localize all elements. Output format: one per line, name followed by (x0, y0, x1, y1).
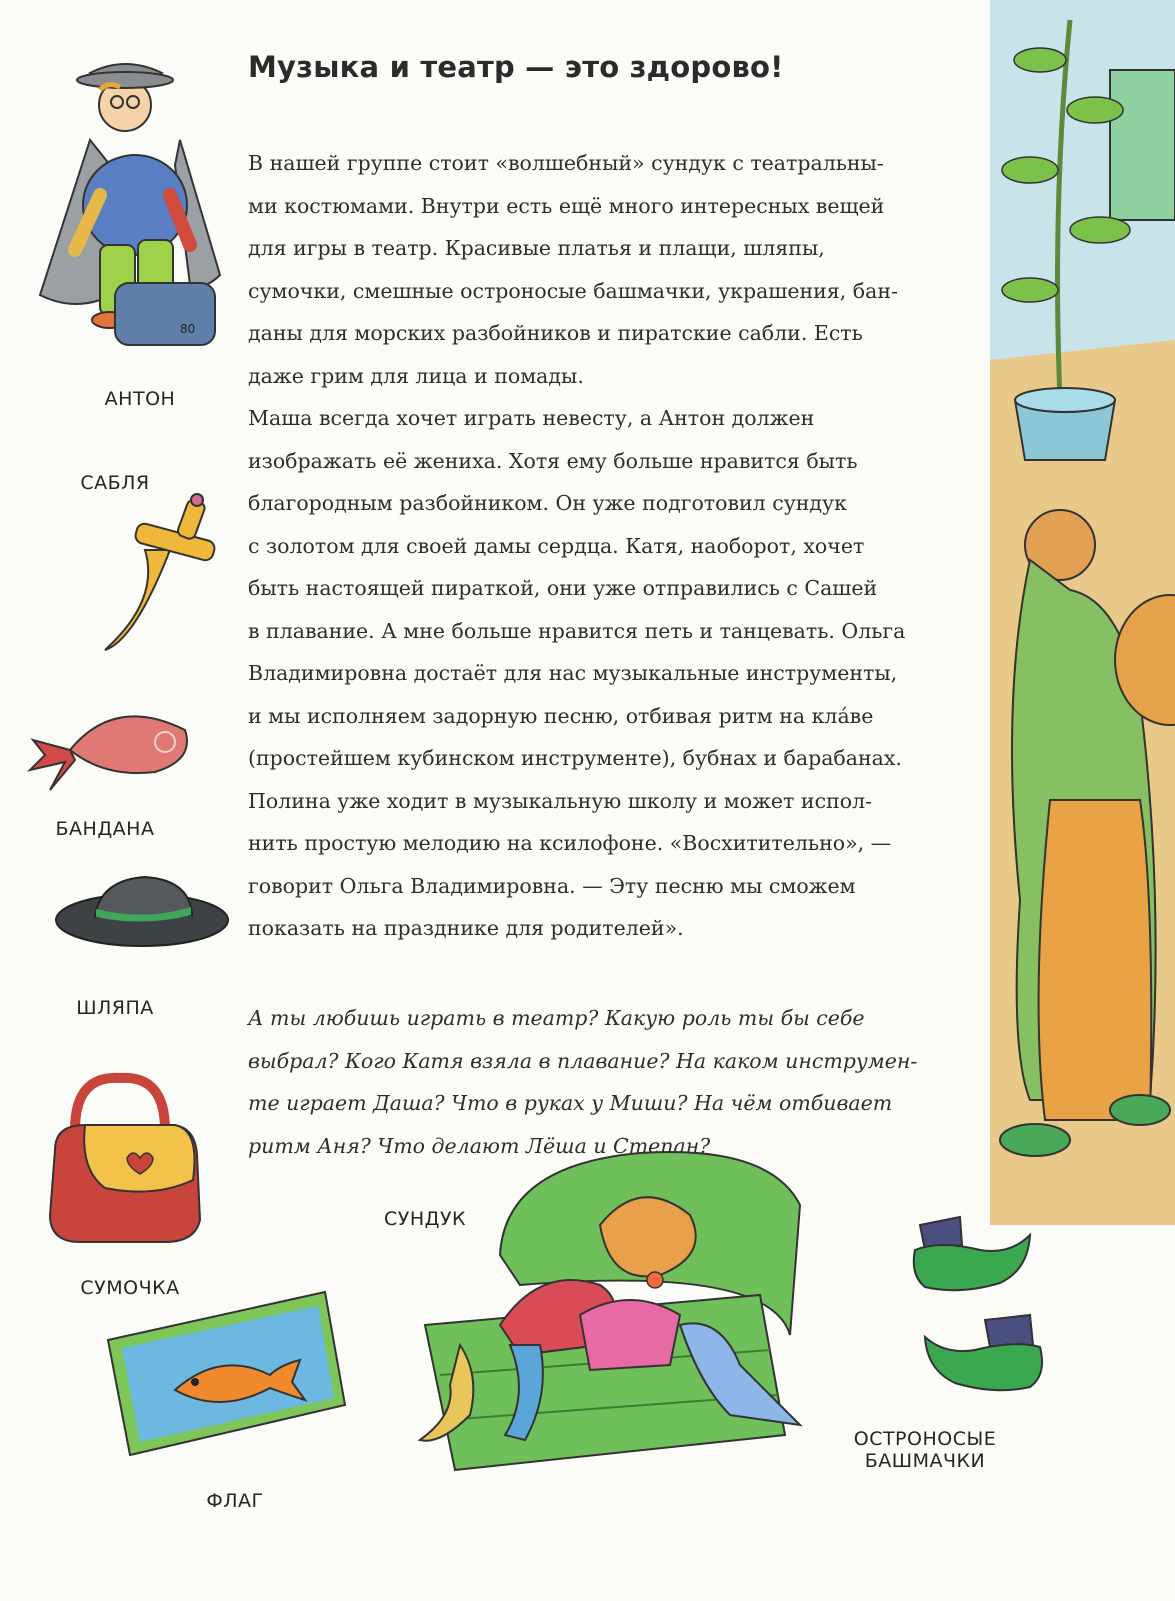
anton-illustration (30, 45, 230, 355)
body-line: даны для морских разбойников и пиратские сабли. Есть (248, 321, 863, 345)
question-line: А ты любишь играть в театр? Какую роль ты бы себе (248, 1006, 865, 1030)
question-line: выбрал? Кого Катя взяла в плавание? На каком инструмен- (248, 1048, 918, 1073)
questions-block (248, 997, 956, 1167)
body-line: нить простую мелодию на ксилофоне. «Восхитительно», — (248, 831, 892, 855)
label-sunduk: СУНДУК (383, 1208, 467, 1230)
sabre-icon (90, 490, 230, 660)
label-shlyapa: ШЛЯПА (76, 997, 154, 1019)
bandana-icon (25, 700, 200, 800)
body-line: Владимировна достаёт для нас музыкальные инструменты, (248, 661, 898, 685)
side-illustration (990, 0, 1175, 1225)
body-line: Маша всегда хочет играть невесту, а Антон должен (248, 406, 815, 430)
label-sablya: САБЛЯ (80, 472, 150, 494)
label-flag: ФЛАГ (206, 1490, 264, 1512)
label-bashmachki-line2: БАШМАЧКИ (864, 1450, 986, 1472)
body-line: благородным разбойником. Он уже подготовил сундук (248, 491, 847, 515)
body-line: с золотом для своей дамы сердца. Катя, наоборот, хочет (248, 533, 865, 558)
body-line: говорит Ольга Владимировна. — Эту песню мы сможем (248, 873, 856, 898)
body-line: Полина уже ходит в музыкальную школу и может испол- (248, 788, 873, 813)
chest-icon (400, 1145, 820, 1475)
shoe-icon (915, 1305, 1055, 1405)
label-bashmachki-line1: ОСТРОНОСЫЕ (853, 1428, 997, 1450)
question-line: ритм Аня? Что делают Лёша и Степан? (248, 1133, 711, 1158)
label-anton: АНТОН (104, 388, 176, 410)
svg-text:80: 80 (180, 322, 196, 336)
body-line: (простейшем кубинском инструменте), бубнах и барабанах. (248, 746, 902, 770)
label-bandana: БАНДАНА (55, 818, 155, 840)
page-title: Музыка и театр — это здорово! (248, 50, 784, 84)
label-sumochka: СУМОЧКА (80, 1277, 180, 1299)
label-bashmachki (825, 1428, 1025, 1472)
body-line: и мы исполняем задорную песню, отбивая ритм на кла́ве (248, 703, 874, 728)
body-text (248, 142, 956, 950)
body-line: показать на празднике для родителей». (248, 916, 684, 940)
body-line: в плавание. А мне больше нравится петь и танцевать. Ольга (248, 618, 906, 643)
body-line: даже грим для лица и помады. (248, 363, 584, 388)
question-line: те играет Даша? Что в руках у Миши? На чём отбивает (248, 1091, 893, 1115)
body-line: изображать её жениха. Хотя ему больше нравится быть (248, 448, 858, 473)
body-line: для игры в театр. Красивые платья и плащи, шляпы, (248, 236, 825, 260)
body-line: ми костюмами. Внутри есть ещё много интересных вещей (248, 193, 885, 218)
body-line: В нашей группе стоит «волшебный» сундук с театральны- (248, 151, 884, 175)
flag-icon (100, 1280, 350, 1465)
body-line: быть настоящей пираткой, они уже отправились с Сашей (248, 576, 878, 600)
body-line: сумочки, смешные остроносые башмачки, украшения, бан- (248, 278, 898, 303)
bag-icon (35, 1070, 210, 1250)
hat-icon (50, 865, 235, 955)
